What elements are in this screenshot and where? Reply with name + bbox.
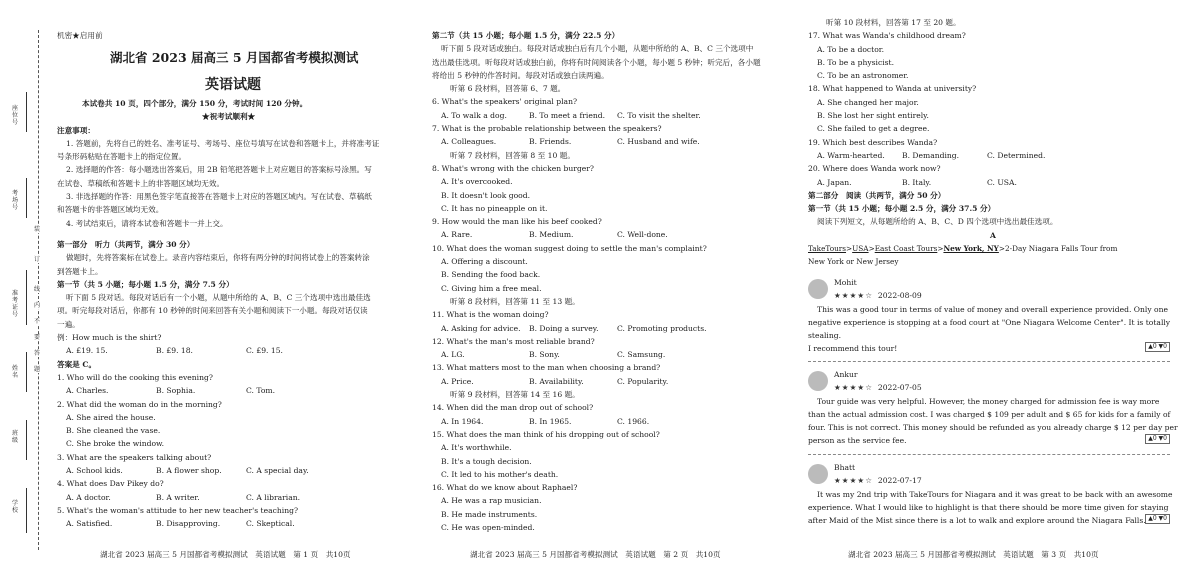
page3-body — [808, 16, 1178, 269]
question-stem: 16. What do we know about Raphael? — [432, 483, 578, 493]
option: C. She failed to get a degree. — [817, 124, 930, 134]
option: B. Sony. — [529, 350, 560, 360]
breadcrumb — [808, 242, 1178, 255]
option: C. To visit the shelter. — [617, 110, 701, 120]
binding-strip — [8, 30, 42, 550]
question-stem: 9. How would the man like his beef cooked? — [432, 217, 602, 227]
question-stem: 1. Who will do the cooking this evening? — [57, 372, 213, 382]
option: A. Warm-hearted. — [817, 150, 885, 160]
option: C. Samsung. — [617, 350, 666, 360]
avatar — [808, 371, 828, 391]
review-closing — [808, 342, 1170, 355]
question-stem: 2. What did the woman do in the morning? — [57, 399, 222, 409]
review-closing — [808, 514, 1170, 527]
exam-info: 本试卷共 10 页，四个部分，满分 150 分，考试时间 120 分钟。 — [82, 99, 308, 108]
secret-mark: 机密★启用前 — [57, 31, 103, 40]
example-question: 例：How much is the shirt? — [57, 333, 162, 343]
section-heading: 第二节（共 15 小题；每小题 1.5 分，满分 22.5 分） — [432, 31, 620, 40]
page1-body — [57, 97, 417, 531]
option: A. Rare. — [441, 230, 473, 240]
subject-title: 英语试题 — [205, 77, 261, 93]
material-line: 听第 6 段材料，回答第 6、7 题。 — [450, 84, 566, 94]
notice-line: 号条形码粘贴在答题卡上的指定位置。 — [57, 152, 187, 162]
exam-room-label: 考场号 — [12, 190, 19, 211]
part-heading: 第一部分 听力（共两节，满分 30 分） — [57, 239, 195, 249]
material-line: 听第 8 段材料，回答第 11 至 13 题。 — [450, 296, 580, 306]
option: B. She lost her sight entirely. — [817, 111, 929, 121]
option: A. Asking for advice. — [441, 323, 521, 333]
option: B. To meet a friend. — [529, 110, 605, 120]
options-row — [432, 109, 797, 122]
question-stem: 19. Which best describes Wanda? — [808, 137, 938, 147]
cut-mark: 答 — [34, 350, 41, 357]
option: C. Giving him a free meal. — [441, 283, 542, 293]
avatar — [808, 464, 828, 484]
question-stem: 10. What does the woman suggest doing to settle the man's complaint? — [432, 243, 707, 253]
question-stem: 7. What is the probable relationship between the speakers? — [432, 124, 662, 134]
material-line: 听第 10 段材料，回答第 17 至 20 题。 — [826, 18, 961, 27]
star-rating-icon: ★★★★☆ — [834, 476, 874, 486]
example-options — [57, 344, 417, 357]
options-row — [57, 491, 417, 504]
breadcrumb-sep: > — [868, 244, 875, 254]
option: C. A special day. — [246, 466, 309, 476]
option: B. A writer. — [156, 492, 200, 502]
breadcrumb-link[interactable]: East Coast Tours — [874, 244, 938, 254]
option: B. Demanding. — [902, 150, 960, 160]
options-row — [57, 384, 417, 397]
review-card — [808, 276, 1170, 356]
class-label: 班级 — [12, 430, 19, 444]
breadcrumb-link[interactable]: New York, NY — [943, 244, 999, 254]
write-line — [26, 178, 27, 218]
section-heading: 第一节（共 5 小题；每小题 1.5 分，满分 7.5 分） — [57, 279, 234, 289]
option: A. He was a rap musician. — [441, 496, 542, 506]
instruction-line: 到答题卡上。 — [57, 266, 103, 276]
review-text: Tour guide was very helpful. However, the money charged for admission fee is way more — [817, 396, 1160, 406]
review-text: four. This is not correct. This money should be refunded as you already charge $ 12 per day per — [808, 423, 1178, 433]
instruction-line: 听下面 5 段对话。每段对话后有一个小题，从题中所给的 A、B、C 三个选项中选出最佳选 — [66, 293, 371, 303]
vote-buttons[interactable]: ▲0 ▼0 — [1145, 342, 1170, 352]
option: B. Medium. — [529, 230, 574, 240]
option: A. School kids. — [66, 466, 123, 476]
write-line — [26, 270, 27, 325]
cut-mark: 线 — [34, 286, 41, 293]
review-divider — [808, 361, 1170, 362]
option: B. Doing a survey. — [529, 323, 599, 333]
option: B. Friends. — [529, 137, 572, 147]
write-line — [26, 420, 27, 460]
review-date: 2022-07-05 — [877, 383, 922, 393]
cut-mark: 内 — [34, 302, 41, 309]
notice-line: 4. 考试结束后，请将本试卷和答题卡一并上交。 — [66, 218, 228, 228]
material-line: 听第 7 段材料，回答第 8 至 10 题。 — [450, 150, 575, 160]
option: A. A doctor. — [66, 492, 111, 502]
instruction-line: 阅读下列短文，从每题所给的 A、B、C、D 四个选项中选出最佳选项。 — [817, 217, 1058, 227]
question-stem: 3. What are the speakers talking about? — [57, 452, 212, 462]
write-line — [26, 92, 27, 132]
material-block-list — [432, 82, 797, 534]
instruction-line: 一遍。 — [57, 319, 80, 329]
notice-line: 和答题卡的非答题区域均无效。 — [57, 205, 164, 215]
question-stem: 15. What does the man think of his dropping out of school? — [432, 429, 660, 439]
part-heading: 第二部分 阅读（共两节，满分 50 分） — [808, 190, 946, 200]
review-text: I recommend this tour! — [808, 344, 898, 354]
option: C. Well-done. — [617, 230, 668, 240]
breadcrumb-link[interactable]: USA — [852, 244, 869, 254]
notice-line: 3. 非选择题的作答：用黑色签字笔直接答在答题卡上对应的答题区域内。写在试卷、草稿纸 — [66, 192, 372, 202]
page-footer: 湖北省 2023 届高三 5 月国都省考模拟测试 英语试题 第 2 页 共10页 — [470, 550, 721, 559]
options-row — [57, 517, 417, 530]
review-text: after Maid of the Mist since there is a lot to walk and explore around the Niagara Falls. — [808, 516, 1146, 526]
option: B. Disapproving. — [156, 519, 221, 529]
write-line — [26, 488, 27, 533]
option: B. It doesn't look good. — [441, 190, 531, 200]
option: A. Price. — [441, 376, 474, 386]
notice-line: 1. 答题前，先将自己的姓名、准考证号、考场号、座位号填写在试卷和答题卡上，并将准考证 — [66, 138, 380, 148]
options-row — [432, 348, 797, 361]
review-divider — [808, 454, 1170, 455]
question-list — [57, 371, 417, 531]
cut-mark: 题 — [34, 366, 41, 373]
options-row — [808, 149, 1178, 162]
option: A. Japan. — [817, 177, 852, 187]
option: C. 1966. — [617, 416, 650, 426]
reviewer-name: Bhatt — [834, 463, 856, 472]
option: B. Italy. — [902, 177, 932, 187]
breadcrumb-sep: > — [846, 244, 853, 254]
breadcrumb-current: 2-Day Niagara Falls Tour from — [1005, 244, 1118, 254]
exam-title: 湖北省 2023 届高三 5 月国都省考模拟测试 — [110, 50, 359, 65]
option: A. She changed her major. — [817, 97, 919, 107]
review-date: 2022-08-09 — [877, 291, 922, 301]
option: B. Sophia. — [156, 386, 196, 396]
review-card — [808, 368, 1178, 448]
instruction-line: 选出最佳选项。听每段对话或独白前，你将有时间阅读各个小题，每小题 5 秒钟；听完后，各小题 — [432, 57, 761, 67]
question-stem: 8. What's wrong with the chicken burger? — [432, 163, 594, 173]
review-text: experience. What I would like to highlight is that there should be more time given for staying — [808, 502, 1169, 512]
options-row — [432, 375, 797, 388]
star-rating-icon: ★★★★☆ — [834, 383, 874, 393]
question-stem: 20. Where does Wanda work now? — [808, 164, 941, 174]
review-header — [808, 461, 1170, 488]
question-stem: 11. What is the woman doing? — [432, 310, 549, 320]
option: C. USA. — [987, 177, 1017, 187]
option: C. To be an astronomer. — [817, 71, 909, 81]
option: C. Tom. — [246, 386, 276, 396]
option: B. He made instruments. — [441, 509, 538, 519]
reviewer-name: Ankur — [834, 370, 858, 379]
option: A. She aired the house. — [66, 412, 156, 422]
option: B. To be a physicist. — [817, 57, 894, 67]
write-line — [26, 352, 27, 392]
question-stem: 14. When did the man drop out of school? — [432, 403, 594, 413]
avatar — [808, 279, 828, 299]
option: A. Satisfied. — [66, 519, 113, 529]
option: A. £19. 15. — [66, 346, 108, 356]
option: A. Colleagues. — [441, 137, 497, 147]
question-list — [432, 95, 797, 148]
question-stem: 5. What's the woman's attitude to her new teacher's teaching? — [57, 505, 299, 515]
question-list — [432, 162, 797, 295]
vote-buttons[interactable]: ▲0 ▼0 — [1145, 514, 1170, 524]
option: A. Charles. — [66, 386, 109, 396]
good-luck: ★祝考试顺利★ — [202, 112, 256, 122]
review-text: It was my 2nd trip with TakeTours for Niagara and it was great to be back with an awesome — [817, 489, 1173, 499]
notice-line: 在试卷、草稿纸和答题卡上的非答题区域均无效。 — [57, 178, 225, 188]
star-rating-icon: ★★★★☆ — [834, 291, 874, 301]
option: C. Popularity. — [617, 376, 669, 386]
option: C. Skeptical. — [246, 519, 295, 529]
option: B. £9. 18. — [156, 346, 193, 356]
question-stem: 12. What's the man's most reliable brand? — [432, 336, 595, 346]
breadcrumb-continued: New York or New Jersey — [808, 257, 899, 267]
option: B. Sending the food back. — [441, 270, 541, 280]
review-line — [808, 421, 1178, 434]
option: B. Availability. — [529, 376, 584, 386]
option: B. A flower shop. — [156, 466, 222, 476]
option: C. Determined. — [987, 150, 1046, 160]
option: C. £9. 15. — [246, 346, 283, 356]
admission-number-label: 准考证号 — [12, 290, 19, 318]
breadcrumb-sep: > — [998, 244, 1006, 254]
review-card — [808, 461, 1173, 527]
review-header — [808, 368, 1170, 395]
notice-line: 2. 选择题的作答：每小题选出答案后，用 2B 铅笔把答题卡上对应题目的答案标号涂黑。写 — [66, 165, 372, 175]
reviewer-name: Mohit — [834, 278, 857, 287]
page-footer: 湖北省 2023 届高三 5 月国都省考模拟测试 英语试题 第 1 页 共10页 — [100, 550, 351, 559]
cut-mark: 要 — [34, 334, 41, 341]
review-header — [808, 276, 1170, 303]
options-row — [57, 464, 417, 477]
question-stem: 17. What was Wanda's childhood dream? — [808, 31, 966, 41]
option: A. It's worthwhile. — [441, 443, 512, 453]
review-text: than the actual admission cost. I was charged $ 109 per adult and $ 65 for kids for a family of — [808, 409, 1171, 419]
option: C. A librarian. — [246, 492, 301, 502]
school-label: 学校 — [12, 500, 19, 514]
material-line: 听第 9 段材料，回答第 14 至 16 题。 — [450, 390, 580, 400]
question-stem: 6. What's the speakers' original plan? — [432, 97, 578, 107]
example-answer: 答案是 C。 — [57, 359, 97, 369]
breadcrumb-link[interactable]: TakeTours — [808, 244, 847, 254]
review-closing — [808, 434, 1170, 447]
name-label: 姓名 — [12, 365, 19, 379]
options-row — [432, 135, 797, 148]
review-text: person as the service fee. — [808, 436, 907, 446]
question-stem: 13. What matters most to the man when choosing a brand? — [432, 363, 661, 373]
page-footer: 湖北省 2023 届高三 5 月国都省考模拟测试 英语试题 第 3 页 共10页 — [848, 550, 1099, 559]
page2-body — [432, 29, 797, 534]
options-row — [432, 228, 797, 241]
options-row — [808, 176, 1178, 189]
review-text: negative experience is stopping at a food court at "One Niagara Welcome Center". It is totally — [808, 317, 1171, 327]
option: A. It's overcooked. — [441, 177, 513, 187]
options-row — [432, 322, 797, 335]
seat-number-label: 座位号 — [12, 105, 19, 126]
option: A. In 1964. — [441, 416, 484, 426]
passage-letter: A — [990, 230, 996, 240]
instruction-line: 项。听完每段对话后，你都有 10 秒钟的时间来回答有关小题和阅读下一小题。每段对话仅读 — [57, 306, 368, 316]
question-list — [432, 401, 797, 534]
instruction-line: 将给出 5 秒钟的作答时间。每段对话或独白读两遍。 — [432, 70, 609, 80]
option: B. It's a tough decision. — [441, 456, 532, 466]
option: C. It led to his mother's death. — [441, 469, 559, 479]
review-text: stealing. — [808, 331, 841, 341]
option: A. LG. — [441, 350, 465, 360]
option: A. To be a doctor. — [817, 44, 885, 54]
option: A. Offering a discount. — [441, 257, 528, 267]
notice-heading: 注意事项： — [57, 125, 95, 135]
instruction-line: 听下面 5 段对话或独白。每段对话或独白后有几个小题，从题中所给的 A、B、C 三个选项中 — [441, 44, 754, 54]
question-list — [432, 308, 797, 388]
option: B. She cleaned the vase. — [66, 426, 161, 436]
option: C. Husband and wife. — [617, 137, 700, 147]
vote-buttons[interactable]: ▲0 ▼0 — [1145, 434, 1170, 444]
question-stem: 18. What happened to Wanda at university? — [808, 84, 977, 94]
question-list — [808, 29, 1178, 189]
review-text: This was a good tour in terms of value of money and overall experience provided. Only one — [817, 304, 1168, 314]
breadcrumb-sep: > — [937, 244, 944, 254]
cut-mark: 装 — [34, 226, 41, 233]
instruction-line: 做题时，先将答案标在试卷上。录音内容结束后，你将有两分钟的时间将试卷上的答案转涂 — [66, 253, 370, 263]
option: B. In 1965. — [529, 416, 572, 426]
cut-mark: 不 — [34, 318, 41, 325]
option: C. She broke the window. — [66, 439, 165, 449]
review-date: 2022-07-17 — [877, 476, 922, 486]
options-row — [432, 415, 797, 428]
cut-mark: 订 — [34, 256, 41, 263]
option: A. To walk a dog. — [441, 110, 507, 120]
question-stem: 4. What does Dav Pikey do? — [57, 479, 164, 489]
option: C. He was open-minded. — [441, 522, 535, 532]
option: C. It has no pineapple on it. — [441, 203, 548, 213]
option: C. Promoting products. — [617, 323, 707, 333]
section-heading: 第一节（共 15 小题；每小题 2.5 分，满分 37.5 分） — [808, 204, 996, 214]
